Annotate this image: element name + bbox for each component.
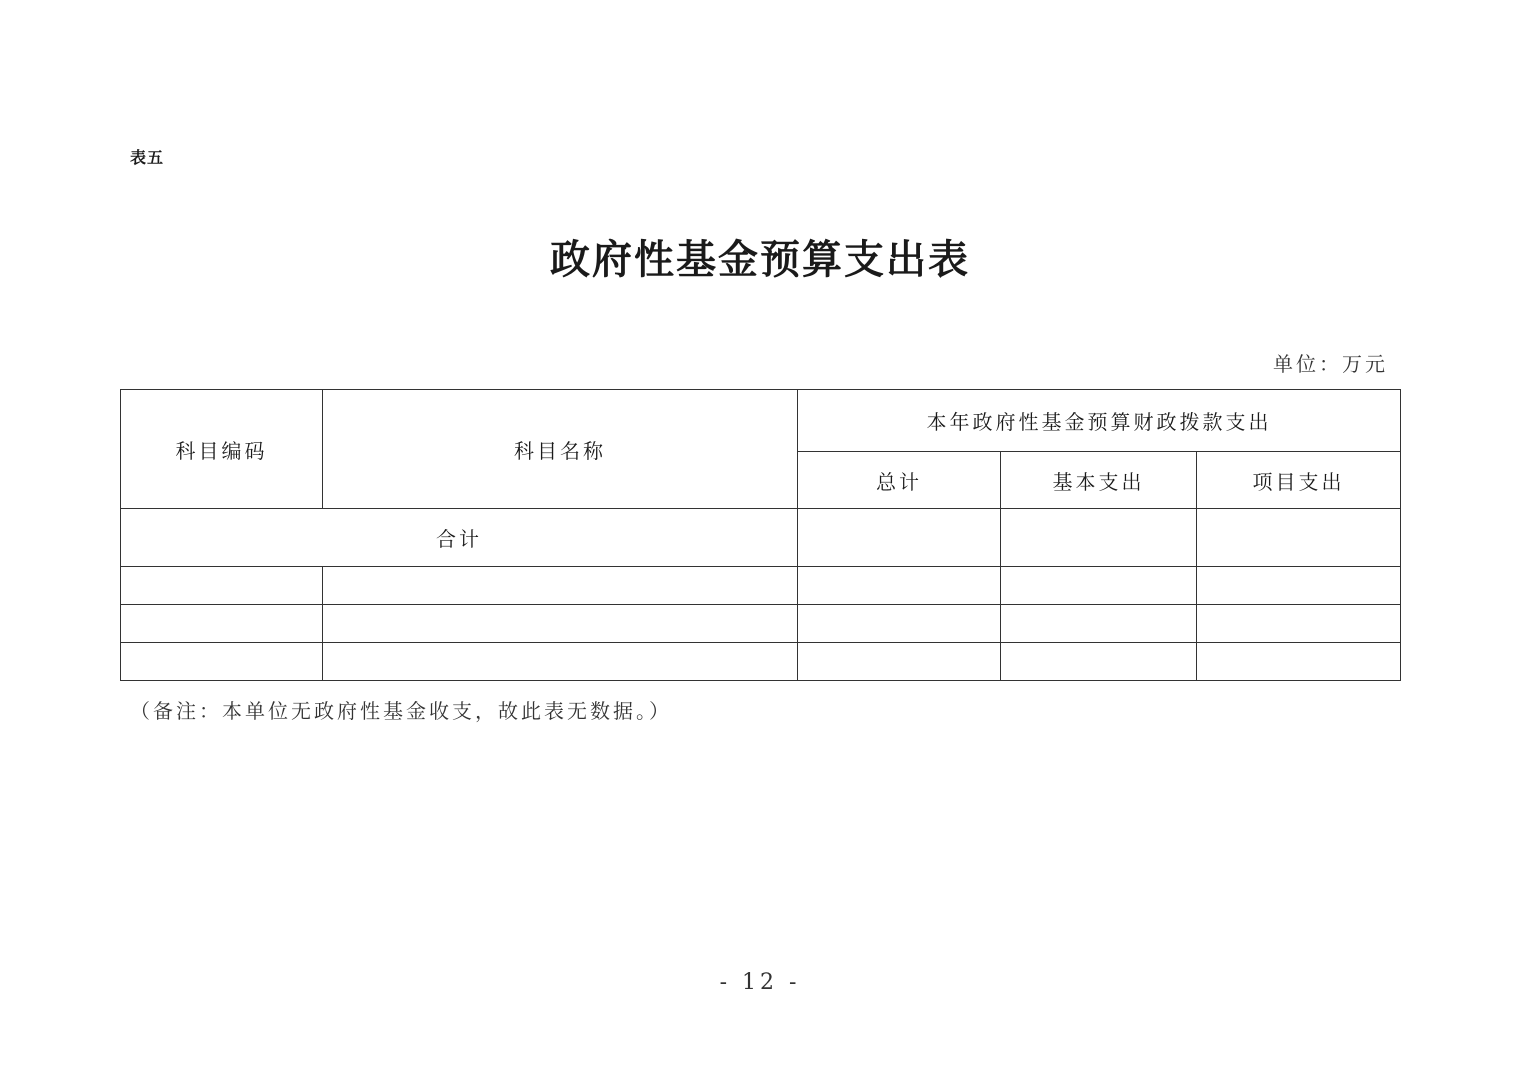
table-row [121, 643, 1401, 681]
header-basic-expenditure: 基本支出 [1001, 452, 1197, 509]
table-note: （备注：本单位无政府性基金收支，故此表无数据。） [130, 699, 672, 723]
cell-project [1197, 605, 1401, 643]
total-cell-project [1197, 509, 1401, 567]
cell-project [1197, 567, 1401, 605]
header-group: 本年政府性基金预算财政拨款支出 [798, 390, 1401, 452]
total-cell-basic [1001, 509, 1197, 567]
header-subject-name: 科目名称 [323, 390, 798, 509]
cell-name [323, 567, 798, 605]
header-total: 总计 [798, 452, 1001, 509]
cell-basic [1001, 643, 1197, 681]
header-subject-code: 科目编码 [121, 390, 323, 509]
total-cell-total [798, 509, 1001, 567]
total-row [121, 509, 1401, 567]
unit-label: 单位：万元 [1273, 352, 1388, 376]
cell-total [798, 643, 1001, 681]
cell-code [121, 605, 323, 643]
cell-total [798, 567, 1001, 605]
total-row-label: 合计 [121, 509, 798, 567]
header-row [121, 390, 1401, 452]
table-label: 表五 [130, 148, 165, 167]
budget-table [120, 389, 1401, 681]
cell-code [121, 643, 323, 681]
cell-total [798, 605, 1001, 643]
page-number: - 12 - [719, 970, 801, 995]
cell-name [323, 643, 798, 681]
page-title: 政府性基金预算支出表 [550, 236, 970, 283]
cell-basic [1001, 567, 1197, 605]
cell-name [323, 605, 798, 643]
cell-project [1197, 643, 1401, 681]
cell-code [121, 567, 323, 605]
cell-basic [1001, 605, 1197, 643]
table-row [121, 567, 1401, 605]
table-row [121, 605, 1401, 643]
header-project-expenditure: 项目支出 [1197, 452, 1401, 509]
